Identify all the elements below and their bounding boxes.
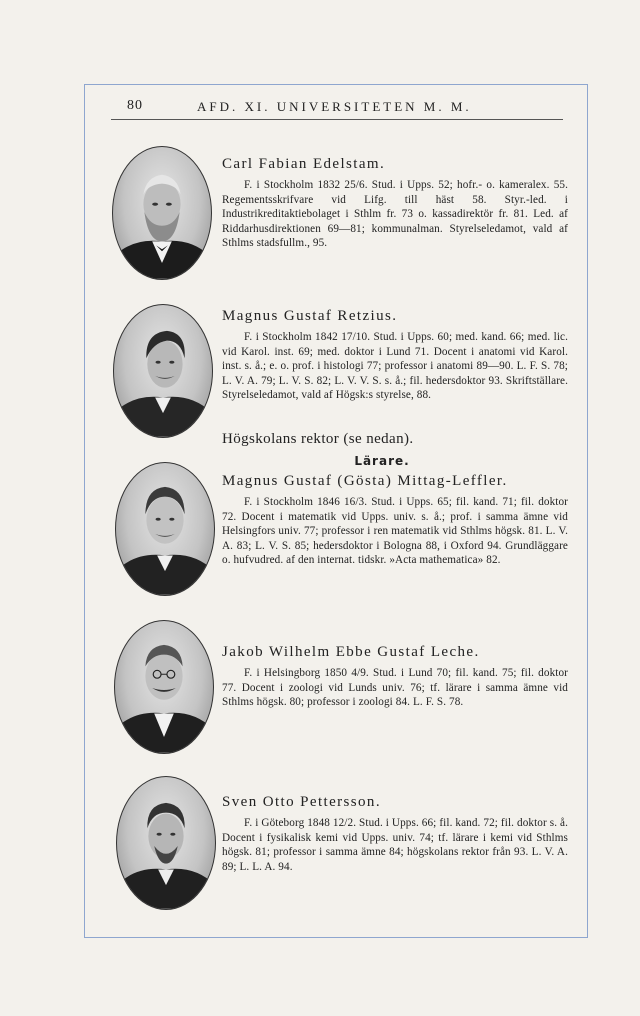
portrait-leche — [114, 620, 214, 754]
section-title: Lärare. — [354, 454, 410, 468]
entry-bio: F. i Göteborg 1848 12/2. Stud. i Upps. 66; fil. kand. 72; fil. doktor s. å. Docent i fysikalisk kemi vid Upps. univ. 74; tf. lärare i kemi vid Sthlms högsk. 81; professor i samma ämne 84; högskolans rektor från 93. L. V. A. 89; L. L. A. 94. — [222, 817, 568, 873]
portrait-retzius — [113, 304, 213, 438]
page-number: 80 — [127, 98, 143, 113]
portrait-pettersson — [116, 776, 216, 910]
header-rule — [111, 119, 563, 120]
entry-mittag-leffler — [222, 473, 568, 568]
page-header — [125, 96, 565, 118]
rektor-note: Högskolans rektor (se nedan). — [222, 431, 414, 447]
portrait-mittag-leffler — [115, 462, 215, 596]
entry-bio: F. i Stockholm 1846 16/3. Stud. i Upps. 65; fil. kand. 71; fil. doktor 72. Docent i matematik vid Upps. univ. s. å.; prof. i samma ämne vid Helsingfors univ. 77; professor i ren matematik vid Sthlms högsk. 81. L. V. A. 83; L. V. S. 85; hedersdoktor i Bologna 88, i Oxford 94. Grundläggare o. hufvudred. af den internat. tidskr. »Acta mathematica» 82. — [222, 496, 568, 567]
entry-bio: F. i Stockholm 1832 25/6. Stud. i Upps. 52; hofr.- o. kameralex. 55. Regementsskrifvare vid Lifg. till häst 58. Styr.-led. i Industrikreditaktiebolaget i Sthlm fr. 73 o. kassadirektör fr. 81. Led. af Riddarhusdirektionen 69—81; kommunalman. Styrelseledamot, vald af Sthlms stadsfullm., 95. — [222, 179, 568, 250]
entry-name: Sven Otto Pettersson. — [222, 794, 381, 810]
entry-bio: F. i Helsingborg 1850 4/9. Stud. i Lund 70; fil. kand. 75; fil. doktor 77. Docent i zoologi vid Lunds univ. 76; tf. lärare i samma ämne vid Sthlms högsk. 80; professor i zoologi 84. L. F. S. 78. — [222, 667, 568, 709]
entry-retzius — [222, 308, 568, 403]
entry-name: Magnus Gustaf (Gösta) Mittag-Leffler. — [222, 473, 508, 489]
entry-leche — [222, 644, 568, 710]
entry-name: Magnus Gustaf Retzius. — [222, 308, 398, 324]
portrait-edelstam — [112, 146, 212, 280]
entry-name: Carl Fabian Edelstam. — [222, 156, 386, 172]
running-title: AFD. XI. UNIVERSITETEN M. M. — [197, 99, 472, 114]
entry-edelstam — [222, 156, 568, 251]
entry-name: Jakob Wilhelm Ebbe Gustaf Leche. — [222, 644, 480, 660]
entry-pettersson — [222, 794, 568, 874]
entry-bio: F. i Stockholm 1842 17/10. Stud. i Upps. 60; med. kand. 66; med. lic. vid Karol. inst. 69; med. doktor i Lund 71. Docent i anatomi vid Karol. inst. s. å.; e. o. prof. i histologi 77; professor i anatomi 89—90. L. F. S. 78; L. V. A. 79; L. V. S. 82; L. V. V. S. s. å.; fil. hedersdoktor 93. Skriftställare. Styrelseledamot, vald af Högsk:s styrelse, 88. — [222, 331, 568, 402]
